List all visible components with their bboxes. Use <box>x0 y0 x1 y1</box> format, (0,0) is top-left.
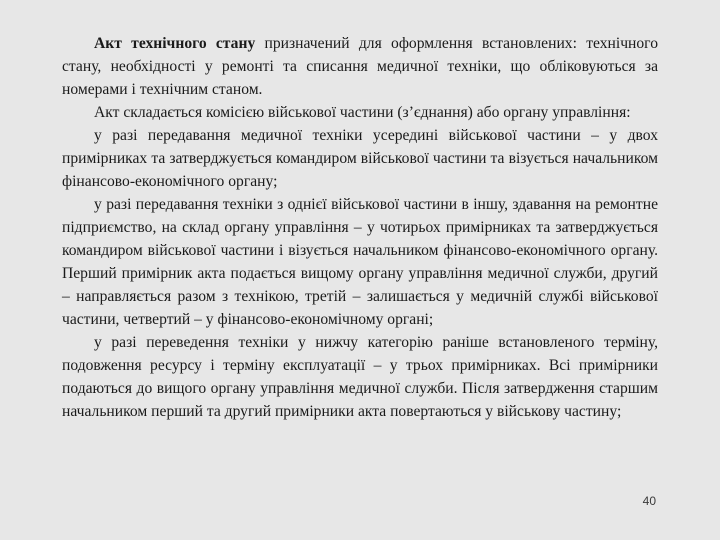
document-page <box>62 0 658 423</box>
page-number: 40 <box>642 494 656 508</box>
paragraph-internal-transfer: у разі передавання медичної техніки усередині військової частини – у двох примірниках та затверджується командиром військової частини та візується начальником фінансово-економічного органу; <box>62 127 658 190</box>
act-title-bold: Акт технічного стану <box>94 35 256 52</box>
act-definition-text: призначений для оформлення встановлених: технічного стану, необхідності у ремонті та списання медичної техніки, що обліковуються за номерами і технічним станом. <box>62 35 658 98</box>
paragraph-commission: Акт складається комісією військової частини (з’єднання) або органу управління: <box>94 104 631 121</box>
paragraph-external-transfer: у разі передавання техніки з однієї військової частини в іншу, здавання на ремонтне підприємство, на склад органу управління – у чотирьох примірниках та затверджується командиром військової частини і візується начальником фінансово-економічного органу. Перший примірник акта подається вищому органу управління медичної служби, другий – направляється разом з технікою, третій – залишається у медичній службі військової частини, четвертий – у фінансово-економічному органі; <box>62 196 658 328</box>
paragraph-category-change: у разі переведення техніки у нижчу категорію раніше встановленого терміну, подовження ресурсу і терміну експлуатації – у трьох примірниках. Всі примірники подаються до вищого органу управління медичної служби. Після затвердження старшим начальником перший та другий примірники акта повертаються у військову частину; <box>62 334 658 420</box>
paragraph-act-definition <box>62 32 658 101</box>
